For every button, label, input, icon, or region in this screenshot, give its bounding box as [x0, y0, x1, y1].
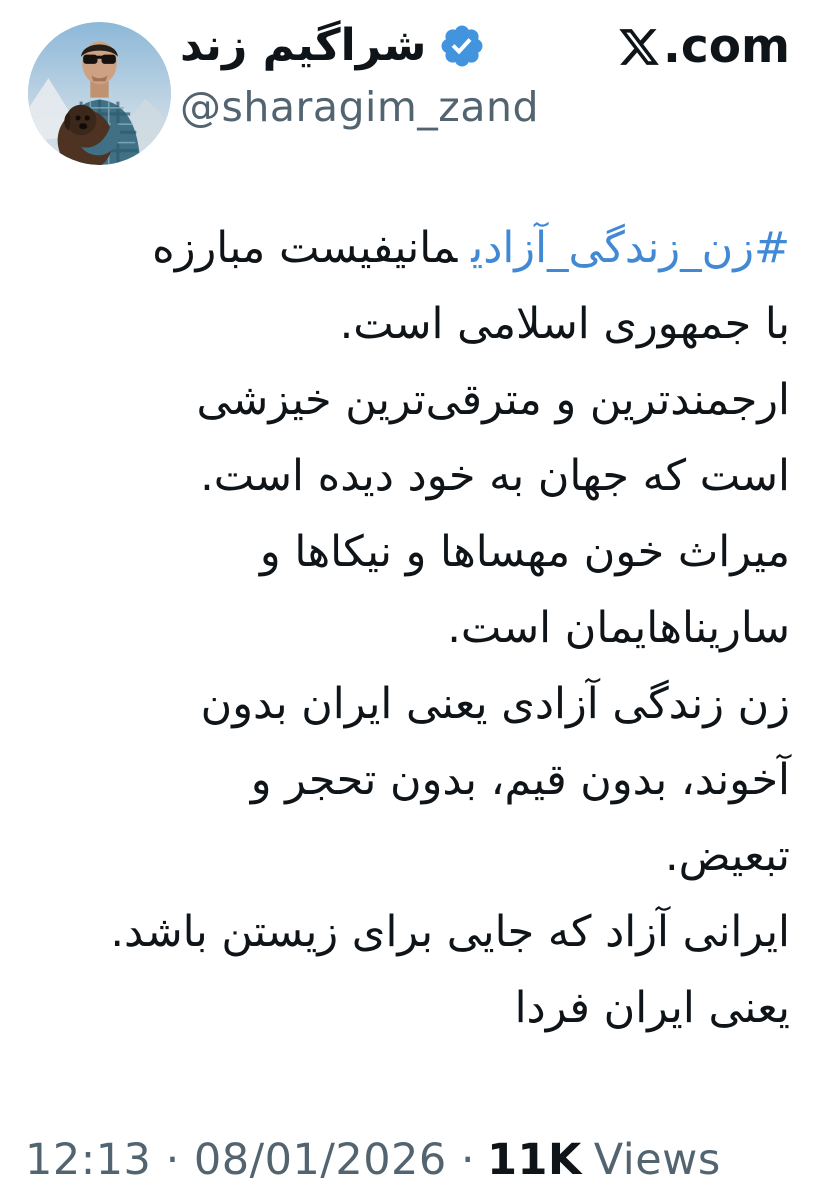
- views-label: Views: [593, 1135, 721, 1185]
- tweet-line: میراث خون مهساها و نیکاها و: [259, 527, 790, 577]
- tweet-line: آخوند، بدون قیم، بدون تحجر و: [250, 755, 790, 805]
- timestamp: 12:13 · 08/01/2026 ·: [25, 1135, 476, 1185]
- profile-photo: [28, 22, 171, 165]
- tweet-text: [28, 210, 790, 1046]
- display-name[interactable]: شراگیم زند: [180, 20, 427, 71]
- identity-block: [180, 15, 539, 135]
- x-logo-icon: [617, 25, 661, 69]
- tweet-line: با جمهوری اسلامی است.: [339, 299, 790, 349]
- tweet-meta: [25, 1132, 721, 1188]
- user-handle[interactable]: @sharagim_zand: [180, 83, 539, 131]
- tweet-line: است که جهان به خود دیده است.: [200, 451, 790, 501]
- tweet-header: [28, 15, 806, 165]
- tweet-line: زن زندگی آزادی یعنی ایران بدون: [200, 679, 790, 729]
- tweet-line: ساریناهایمان است.: [447, 603, 790, 653]
- avatar[interactable]: [28, 22, 171, 165]
- views-count: 11K: [487, 1135, 582, 1185]
- x-watermark-suffix: .com: [663, 19, 790, 74]
- tweet-line: تبعیض.: [664, 831, 790, 881]
- tweet-line: یعنی ایران فردا: [514, 983, 790, 1033]
- tweet-line: ایرانی آزاد که جایی برای زیستن باشد.: [110, 907, 790, 957]
- tweet-line-text: مانیفیست مبارزه: [152, 223, 458, 273]
- verified-badge-icon: [438, 22, 486, 70]
- hashtag-link[interactable]: #زن_زندگی_آزادی: [471, 223, 790, 273]
- x-watermark: [617, 19, 790, 74]
- tweet-line: ارجمندترین و مترقی‌ترین خیزشی: [196, 375, 790, 425]
- tweet-line: [28, 210, 790, 286]
